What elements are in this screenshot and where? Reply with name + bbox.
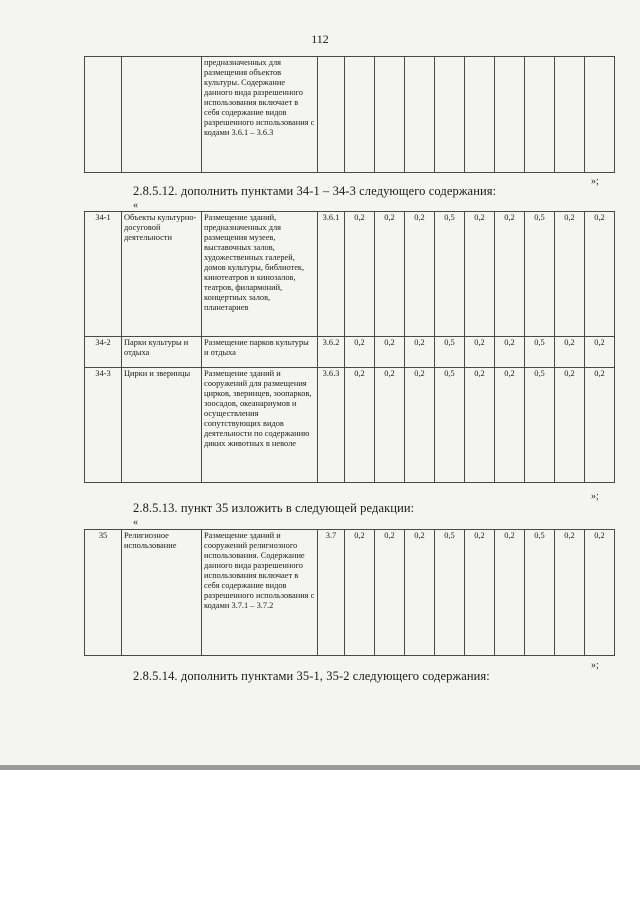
table-row [85,368,615,483]
row-value: 0,2 [585,368,615,483]
row-number: 34-2 [85,337,122,368]
row-number: 34-3 [85,368,122,483]
row-value: 0,2 [345,530,375,656]
closing-quote: »; [591,660,599,671]
row-value [345,57,375,173]
row-value: 0,2 [465,337,495,368]
row-value: 0,2 [465,368,495,483]
table-row [85,337,615,368]
row-value: 0,2 [555,368,585,483]
row-description: Размещение парков культуры и отдыха [202,337,318,368]
row-description: Размещение зданий и сооружений религиозного использования. Содержание данного вида разрешенного использования включает в себя содержание видов разрешенного использования с кодами 3.7.1 – 3.7.2 [202,530,318,656]
row-value: 0,2 [555,212,585,337]
row-value: 0,2 [405,212,435,337]
row-description: Размещение зданий и сооружений для размещения цирков, зверинцев, зоопарков, зоосадов, океанариумов и осуществления сопутствующих видов деятельности по содержанию диких животных в неволе [202,368,318,483]
row-value: 0,2 [405,368,435,483]
row-value: 0,2 [345,337,375,368]
row-value [375,57,405,173]
row-value: 0,2 [495,337,525,368]
row-code: 3.6.2 [318,337,345,368]
row-description: Размещение зданий, предназначенных для размещения музеев, выставочных залов, художественных галерей, домов культуры, библиотек, кинотеатров и кинозалов, театров, филармоний, концертных залов, планетариев [202,212,318,337]
row-value: 0,2 [375,530,405,656]
row-value: 0,2 [345,368,375,483]
row-value: 0,2 [495,530,525,656]
row-value [495,57,525,173]
row-value [555,57,585,173]
row-value: 0,5 [525,368,555,483]
scan-edge [0,765,640,770]
row-number: 35 [85,530,122,656]
row-value [525,57,555,173]
row-value: 0,2 [585,337,615,368]
row-value: 0,2 [465,530,495,656]
row-value [585,57,615,173]
row-value: 0,2 [375,337,405,368]
row-value: 0,2 [495,368,525,483]
row-value: 0,2 [465,212,495,337]
page-number: 112 [311,32,329,46]
row-value: 0,5 [525,337,555,368]
section-heading: 2.8.5.14. дополнить пунктами 35-1, 35-2 следующего содержания: [133,669,490,683]
closing-quote: »; [591,491,599,502]
row-value: 0,2 [375,212,405,337]
table-row [85,57,615,173]
row-value [435,57,465,173]
row-code [318,57,345,173]
section-heading: 2.8.5.13. пункт 35 изложить в следующей редакции: [133,501,415,515]
row-value: 0,2 [585,530,615,656]
row-value: 0,2 [555,530,585,656]
row-value: 0,5 [525,212,555,337]
row-value: 0,2 [405,530,435,656]
row-description: предназначенных для размещения объектов культуры. Содержание данного вида разрешенного использования включает в себя содержание видов разрешенного использования с кодами 3.6.1 – 3.6.3 [202,57,318,173]
opening-quote: « [133,200,138,211]
row-value: 0,5 [435,212,465,337]
section-heading: 2.8.5.12. дополнить пунктами 34-1 – 34-3 следующего содержания: [133,184,497,198]
row-name [122,57,202,173]
row-name: Религиозное использование [122,530,202,656]
row-value: 0,5 [525,530,555,656]
row-value: 0,5 [435,337,465,368]
table-item-35 [84,529,615,656]
table-row [85,530,615,656]
row-code: 3.7 [318,530,345,656]
row-code: 3.6.3 [318,368,345,483]
row-name: Цирки и зверинцы [122,368,202,483]
closing-quote: »; [591,176,599,187]
row-value: 0,2 [555,337,585,368]
row-value: 0,5 [435,368,465,483]
row-value: 0,2 [495,212,525,337]
row-value: 0,2 [585,212,615,337]
row-code: 3.6.1 [318,212,345,337]
row-value: 0,2 [405,337,435,368]
row-value: 0,2 [375,368,405,483]
row-value: 0,2 [345,212,375,337]
row-number [85,57,122,173]
row-value [405,57,435,173]
table-items-34 [84,211,615,483]
table-row [85,212,615,337]
row-name: Объекты культурно-досуговой деятельности [122,212,202,337]
row-number: 34-1 [85,212,122,337]
opening-quote: « [133,517,138,528]
row-name: Парки культуры и отдыха [122,337,202,368]
row-value: 0,5 [435,530,465,656]
table-continuation [84,56,615,173]
row-value [465,57,495,173]
